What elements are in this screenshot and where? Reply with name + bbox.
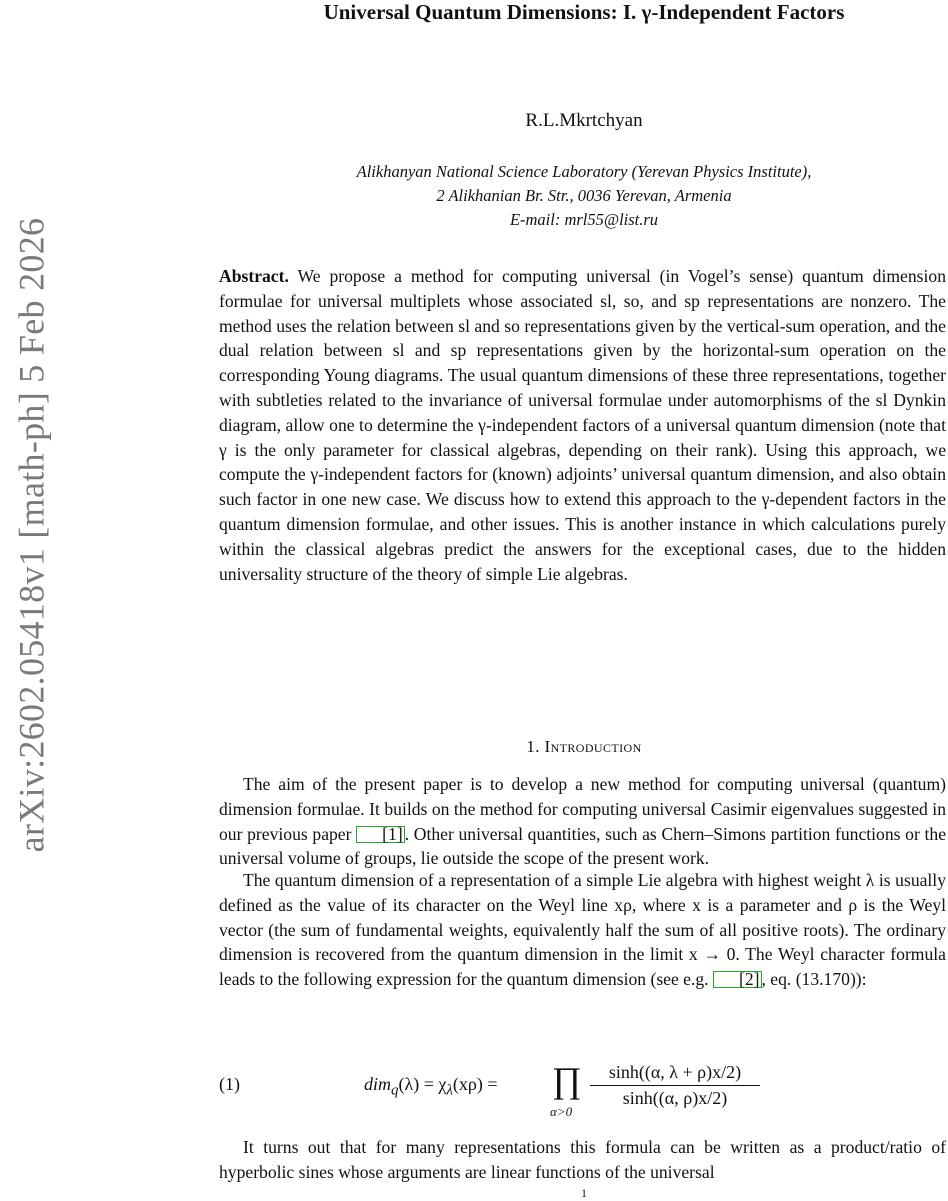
para2-text-a: The quantum dimension of a representation of a simple Lie algebra with highest weight λ is usually defined as the value of its character on the Weyl line xρ, where x is a parameter and ρ is the Weyl vector (the sum of fundamental weights, equivalently half the sum of all positive roots). The ordinary dimension is recovered from the quantum dimension in the limit x → 0. The Weyl character formula leads to the following expression for the quantum dimension (see e.g. (219, 870, 946, 990)
intro-paragraph-1 (219, 772, 946, 871)
dim-symbol: dim (364, 1074, 391, 1094)
arxiv-identifier: arXiv:2602.05418v1 [math-ph] 5 Feb 2026 (11, 217, 51, 853)
para1-text-b: . Other universal quantities, such as Chern–Simons partition functions or the universal volume of groups, lie outside the scope of the present work. (219, 823, 946, 869)
product-subscript: α>0 (550, 1104, 573, 1119)
section-heading: 1. Introduction (526, 737, 642, 756)
intro-paragraph-3: It turns out that for many representations this formula can be written as a product/ratio of hyperbolic sines whose arguments are linear functions of the universal (219, 1137, 946, 1182)
affiliation-line-1: Alikhanyan National Science Laboratory (Yerevan Physics Institute), (356, 162, 812, 181)
para1-text-a: The aim of the present paper is to develop a new method for computing universal (quantum) dimension formulae. It builds on the method for computing universal Casimir eigenvalues suggested in our previous paper (219, 774, 946, 844)
arxiv-side-stamp (4, 205, 58, 865)
equation-lhs (364, 1074, 497, 1100)
chi-subscript: λ (446, 1082, 453, 1099)
page-number: 1 (581, 1186, 587, 1200)
equation-fraction (590, 1062, 760, 1109)
para2-text-b: , eq. (13.170)): (761, 969, 867, 990)
author-name: R.L.Mkrtchyan (525, 110, 643, 131)
fraction-denominator: sinh((α, ρ)x/2) (622, 1088, 728, 1108)
citation-link-1[interactable]: [1] (356, 826, 405, 843)
paper-title: Universal Quantum Dimensions: I. γ-Independent Factors (323, 0, 845, 24)
fraction-numerator: sinh((α, λ + ρ)x/2) (590, 1062, 760, 1086)
abstract-text: We propose a method for computing universal (in Vogel’s sense) quantum dimension formulae for universal multiplets whose associated sl, so, and sp representations are nonzero. The method uses the relation between sl and so representations given by the vertical-sum operation, and the dual relation between sl and sp representations given by the horizontal-sum operation on the corresponding Young diagrams. The usual quantum dimensions of these three representations, together with subtleties related to the invariance of universal formulae under automorphisms of the sl Dynkin diagram, allow one to determine the γ-independent factors of a universal quantum dimension (note that γ is the only parameter for classical algebras, depending on their rank). Using this approach, we compute the γ-independent factors for (known) adjoints’ universal quantum dimension, and also obtain such factor in one new case. We discuss how to extend this approach to the γ-dependent factors in the quantum dimension formulae, and other issues. This is another instance in which calculations purely within the classical algebras predict the answers for the exceptional cases, due to the hidden universality structure of the theory of simple Lie algebras. (219, 266, 946, 584)
affiliation-block (220, 160, 948, 232)
intro-paragraph-2 (219, 868, 946, 992)
dim-subscript: q (391, 1082, 399, 1099)
equation-number: (1) (219, 1074, 240, 1094)
chi-argument: (xρ) = (452, 1074, 498, 1094)
product-symbol: ∏ (552, 1060, 582, 1100)
equation-1 (219, 1058, 946, 1130)
equation-lhs-arg: (λ) = χ (398, 1074, 447, 1094)
abstract (219, 264, 946, 586)
affiliation-line-2: 2 Alikhanian Br. Str., 0036 Yerevan, Armenia (436, 186, 732, 205)
abstract-label: Abstract. (219, 266, 289, 286)
citation-link-2[interactable]: [2] (713, 971, 762, 988)
author-email: E-mail: mrl55@list.ru (509, 210, 659, 229)
